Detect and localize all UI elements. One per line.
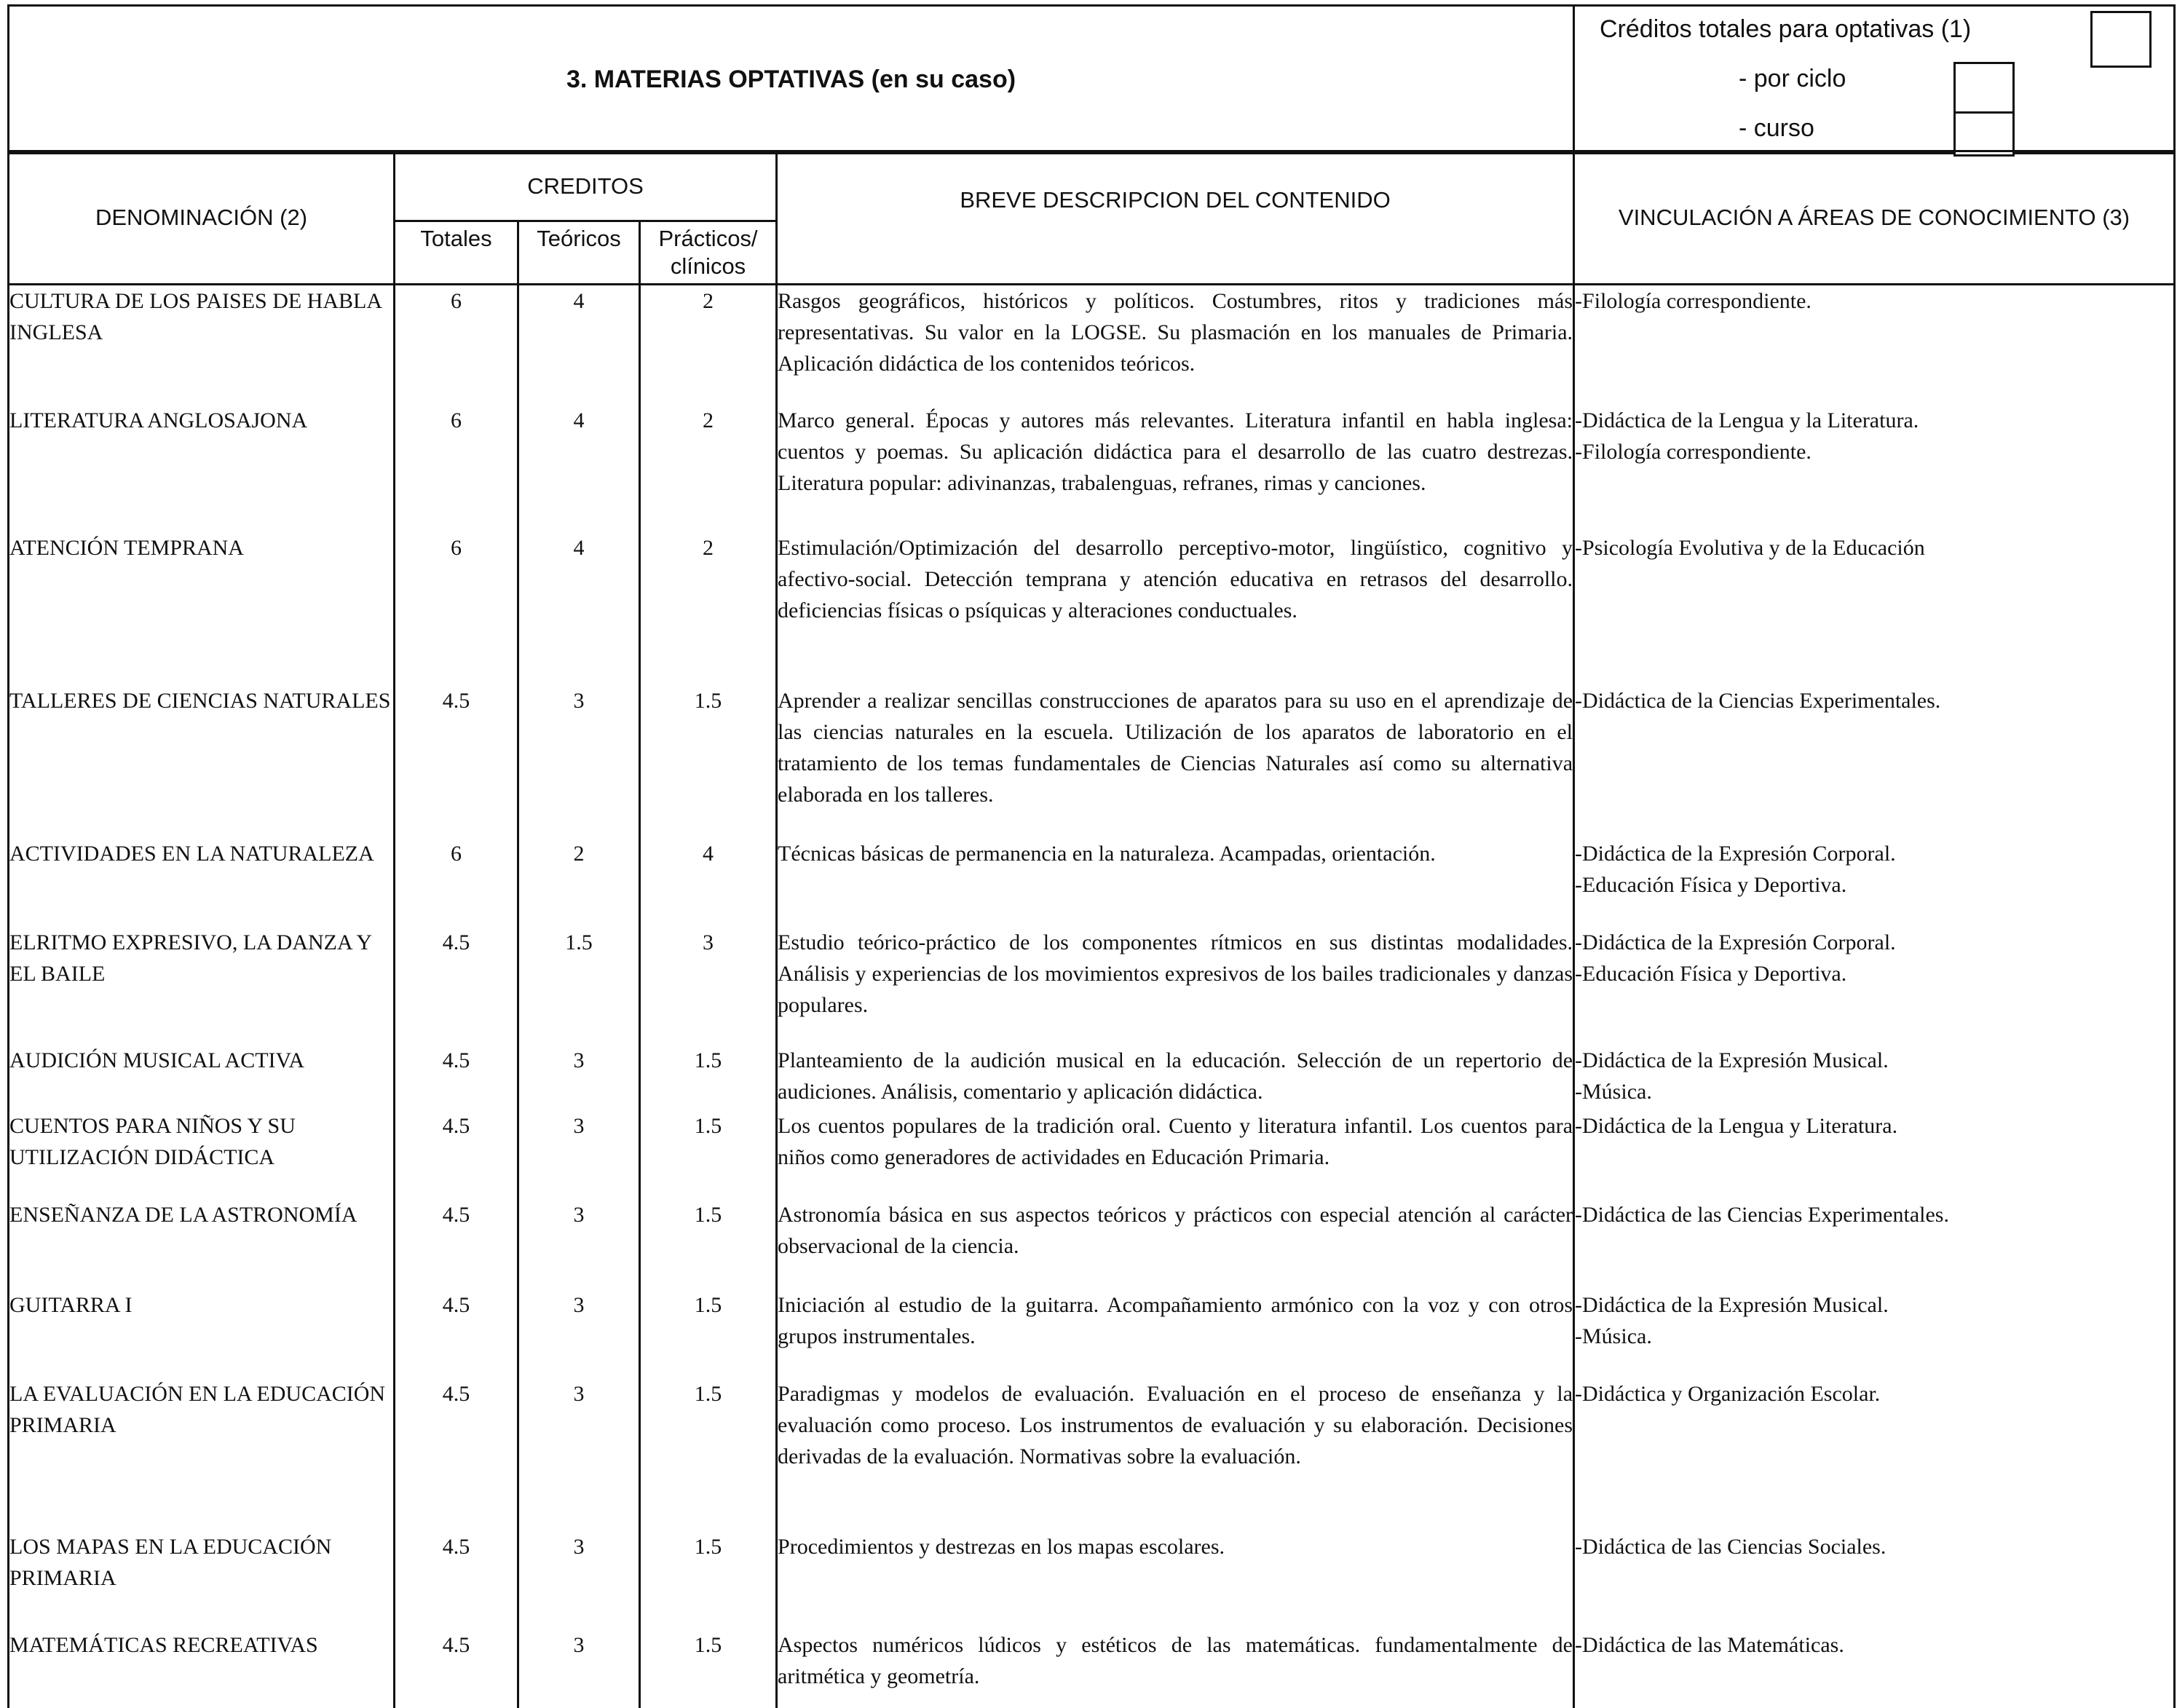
credits-totales: 4.5 (395, 1045, 518, 1110)
table-row (9, 685, 2175, 838)
table-row (9, 285, 2175, 405)
credits-practicos: 2 (640, 405, 777, 532)
knowledge-area-item: -Música. (1575, 1079, 1652, 1104)
document-sheet (7, 4, 2173, 1702)
credits-totales: 4.5 (395, 1531, 518, 1629)
knowledge-area-item: -Educación Física y Deportiva. (1575, 872, 1847, 897)
subject-description: Marco general. Épocas y autores más relevantes. Literatura infantil en habla inglesa: cuentos y poemas. Su aplicación didáctica para el desarrollo de las cuatro destrezas. Literatura popular: adivinanzas, trabalenguas, refranes, rimas y canciones. (777, 405, 1574, 532)
subject-description: Técnicas básicas de permanencia en la naturaleza. Acampadas, orientación. (777, 838, 1574, 927)
col-totales: Totales (395, 221, 518, 285)
credits-practicos: 1.5 (640, 1378, 777, 1531)
per-cycle-label: - por ciclo (1739, 65, 1846, 92)
knowledge-areas (1574, 1289, 2175, 1378)
credits-teoricos: 3 (518, 1045, 640, 1110)
subject-name: CULTURA DE LOS PAISES DE HABLA INGLESA (9, 285, 395, 405)
credits-practicos: 1.5 (640, 1629, 777, 1708)
subject-description: Paradigmas y modelos de evaluación. Evaluación en el proceso de enseñanza y la evaluación como proceso. Los instrumentos de evaluación y su elaboración. Decisiones derivadas de la evaluación. Normativas sobre la evaluación. (777, 1378, 1574, 1531)
knowledge-area-item: -Filología correspondiente. (1575, 289, 1811, 313)
subject-name: LOS MAPAS EN LA EDUCACIÓN PRIMARIA (9, 1531, 395, 1629)
knowledge-areas (1574, 1110, 2175, 1199)
knowledge-area-item: -Música. (1575, 1324, 1652, 1348)
table-row (9, 1199, 2175, 1289)
credits-teoricos: 4 (518, 285, 640, 405)
knowledge-areas (1574, 1199, 2175, 1289)
subject-name: GUITARRA I (9, 1289, 395, 1378)
credits-teoricos: 4 (518, 532, 640, 685)
credits-practicos: 1.5 (640, 1045, 777, 1110)
col-vinculacion: VINCULACIÓN A ÁREAS DE CONOCIMIENTO (3) (1574, 151, 2175, 285)
table-row (9, 1531, 2175, 1629)
optional-subjects-table (7, 150, 2176, 1708)
subject-description: Rasgos geográficos, históricos y políticos. Costumbres, ritos y tradiciones más representativas. Su valor en la LOGSE. Su plasmación en los manuales de Primaria. Aplicación didáctica de los contenidos teóricos. (777, 285, 1574, 405)
credits-totales: 6 (395, 285, 518, 405)
knowledge-area-item: -Didáctica de la Lengua y Literatura. (1575, 1113, 1898, 1138)
knowledge-area-item: -Didáctica de la Expresión Musical. (1575, 1048, 1889, 1072)
knowledge-area-item: -Didáctica de las Ciencias Experimentales. (1575, 1202, 1949, 1227)
table-row (9, 532, 2175, 685)
knowledge-area-item: -Didáctica de la Expresión Corporal. (1575, 930, 1896, 954)
course-label: - curso (1739, 114, 1814, 142)
knowledge-area-item: -Educación Física y Deportiva. (1575, 961, 1847, 986)
knowledge-area-item: -Didáctica de las Ciencias Sociales. (1575, 1534, 1886, 1559)
table-row (9, 1045, 2175, 1110)
table-row (9, 838, 2175, 927)
subject-description: Aspectos numéricos lúdicos y estéticos de las matemáticas. fundamentalmente de aritmética y geometría. (777, 1629, 1574, 1708)
col-teoricos: Teóricos (518, 221, 640, 285)
credits-totales: 4.5 (395, 1110, 518, 1199)
knowledge-area-item: -Didáctica de la Expresión Corporal. (1575, 841, 1896, 866)
credits-total-label: Créditos totales para optativas (1) (1600, 15, 1972, 43)
col-descripcion: BREVE DESCRIPCION DEL CONTENIDO (777, 151, 1574, 285)
credits-practicos: 1.5 (640, 1110, 777, 1199)
knowledge-areas (1574, 927, 2175, 1045)
credits-teoricos: 3 (518, 1629, 640, 1708)
credits-practicos: 2 (640, 532, 777, 685)
knowledge-areas (1574, 532, 2175, 685)
col-practicos: Prácticos/ clínicos (640, 221, 777, 285)
knowledge-areas (1574, 1531, 2175, 1629)
table-row (9, 927, 2175, 1045)
credits-teoricos: 3 (518, 1199, 640, 1289)
header-table (7, 4, 2176, 154)
subject-name: ELRITMO EXPRESIVO, LA DANZA Y EL BAILE (9, 927, 395, 1045)
credits-totales: 6 (395, 405, 518, 532)
knowledge-areas (1574, 838, 2175, 927)
knowledge-area-item: -Didáctica de la Expresión Musical. (1575, 1292, 1889, 1317)
table-row (9, 1378, 2175, 1531)
credits-practicos: 1.5 (640, 685, 777, 838)
subject-description: Los cuentos populares de la tradición oral. Cuento y literatura infantil. Los cuentos para niños como generadores de actividades en Educación Primaria. (777, 1110, 1574, 1199)
subject-description: Astronomía básica en sus aspectos teóricos y prácticos con especial atención al carácter observacional de la ciencia. (777, 1199, 1574, 1289)
subject-name: CUENTOS PARA NIÑOS Y SU UTILIZACIÓN DIDÁCTICA (9, 1110, 395, 1199)
credits-totales: 4.5 (395, 1199, 518, 1289)
subject-description: Estudio teórico-práctico de los componentes rítmicos en sus distintas modalidades. Análisis y experiencias de los movimientos expresivos de los bailes tradicionales y danzas populares. (777, 927, 1574, 1045)
credits-totales: 6 (395, 532, 518, 685)
credits-teoricos: 3 (518, 685, 640, 838)
knowledge-area-item: -Didáctica de la Lengua y la Literatura. (1575, 408, 1919, 432)
subject-description: Aprender a realizar sencillas construcciones de aparatos para su uso en el aprendizaje de las ciencias naturales en la escuela. Utilización de los aparatos de laboratorio en el tratamiento de los temas fundamentales de Ciencias Naturales así como su alternativa elaborada en los talleres. (777, 685, 1574, 838)
knowledge-areas (1574, 1045, 2175, 1110)
credits-totales: 4.5 (395, 685, 518, 838)
credits-teoricos: 1.5 (518, 927, 640, 1045)
subject-name: AUDICIÓN MUSICAL ACTIVA (9, 1045, 395, 1110)
subject-name: ATENCIÓN TEMPRANA (9, 532, 395, 685)
credits-teoricos: 3 (518, 1378, 640, 1531)
subject-description: Iniciación al estudio de la guitarra. Acompañamiento armónico con la voz y con otros grupos instrumentales. (777, 1289, 1574, 1378)
subject-name: LITERATURA ANGLOSAJONA (9, 405, 395, 532)
table-row (9, 1289, 2175, 1378)
subject-name: ENSEÑANZA DE LA ASTRONOMÍA (9, 1199, 395, 1289)
knowledge-area-item: -Filología correspondiente. (1575, 439, 1811, 464)
subject-name: TALLERES DE CIENCIAS NATURALES (9, 685, 395, 838)
credits-teoricos: 4 (518, 405, 640, 532)
subject-name: ACTIVIDADES EN LA NATURALEZA (9, 838, 395, 927)
credits-totales: 4.5 (395, 1289, 518, 1378)
table-row (9, 405, 2175, 532)
table-row (9, 1629, 2175, 1708)
credits-practicos: 4 (640, 838, 777, 927)
subject-description: Estimulación/Optimización del desarrollo perceptivo-motor, lingüístico, cognitivo y afectivo-social. Detección temprana y atención educativa en retrasos del desarrollo. deficiencias físicas o psíquicas y alteraciones conductuales. (777, 532, 1574, 685)
table-row (9, 1110, 2175, 1199)
col-denominacion: DENOMINACIÓN (2) (9, 151, 395, 285)
credits-total-box (2090, 11, 2152, 68)
knowledge-area-item: -Psicología Evolutiva y de la Educación (1575, 535, 1925, 560)
knowledge-area-item: -Didáctica y Organización Escolar. (1575, 1381, 1881, 1406)
credits-teoricos: 2 (518, 838, 640, 927)
col-creditos: CREDITOS (395, 151, 777, 221)
subject-name: LA EVALUACIÓN EN LA EDUCACIÓN PRIMARIA (9, 1378, 395, 1531)
credits-teoricos: 3 (518, 1110, 640, 1199)
knowledge-areas (1574, 685, 2175, 838)
knowledge-areas (1574, 1378, 2175, 1531)
knowledge-areas (1574, 285, 2175, 405)
knowledge-areas (1574, 1629, 2175, 1708)
credits-practicos: 3 (640, 927, 777, 1045)
credits-totales: 4.5 (395, 927, 518, 1045)
credits-totales: 4.5 (395, 1378, 518, 1531)
section-title: 3. MATERIAS OPTATIVAS (en su caso) (9, 6, 1574, 154)
credits-practicos: 2 (640, 285, 777, 405)
subject-description: Planteamiento de la audición musical en la educación. Selección de un repertorio de audiciones. Análisis, comentario y aplicación didáctica. (777, 1045, 1574, 1110)
per-cycle-box (1953, 62, 2015, 116)
subject-name: MATEMÁTICAS RECREATIVAS (9, 1629, 395, 1708)
credits-totales: 6 (395, 838, 518, 927)
credits-practicos: 1.5 (640, 1531, 777, 1629)
credits-practicos: 1.5 (640, 1199, 777, 1289)
credits-total-block (1574, 6, 2175, 154)
knowledge-area-item: -Didáctica de las Matemáticas. (1575, 1632, 1844, 1657)
knowledge-areas (1574, 405, 2175, 532)
credits-teoricos: 3 (518, 1289, 640, 1378)
subject-description: Procedimientos y destrezas en los mapas escolares. (777, 1531, 1574, 1629)
credits-practicos: 1.5 (640, 1289, 777, 1378)
knowledge-area-item: -Didáctica de la Ciencias Experimentales. (1575, 688, 1941, 713)
credits-totales: 4.5 (395, 1629, 518, 1708)
credits-teoricos: 3 (518, 1531, 640, 1629)
